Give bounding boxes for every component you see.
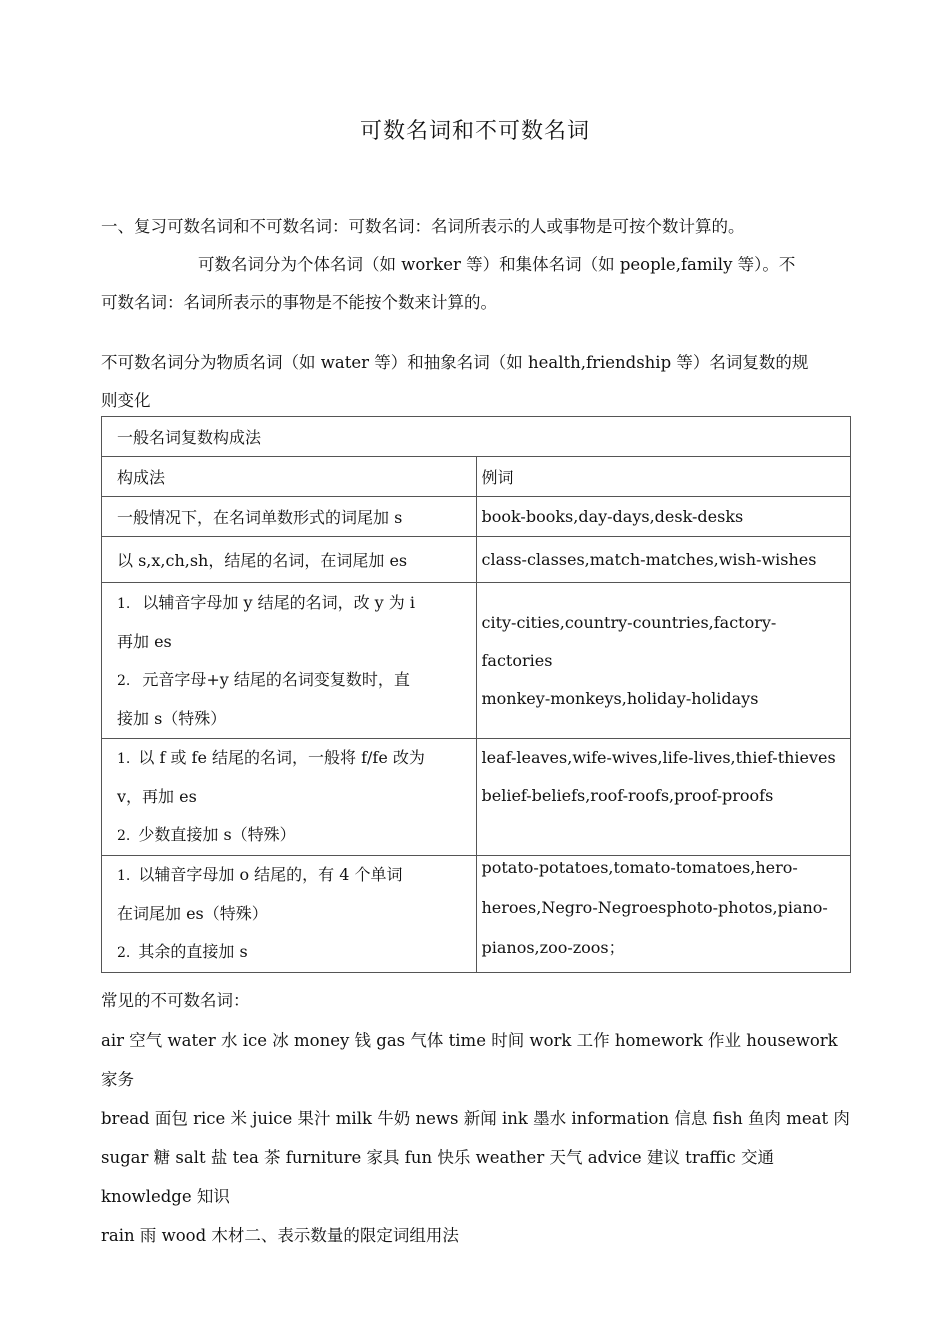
header-example: 例词 <box>476 457 851 497</box>
table-header-row <box>102 457 851 497</box>
rule-text: 以辅音字母加 y 结尾的名词，改 y 为 i <box>142 592 415 612</box>
uncountable-line: sugar 糖 salt 盐 tea 茶 furniture 家具 fun 快乐 weather 天气 advice 建议 traffic 交通 knowledge 知识 <box>101 1148 775 1206</box>
table-row <box>102 497 851 537</box>
uncountable-line: rain 雨 wood 木材二、表示数量的限定词组用法 <box>101 1226 459 1245</box>
rule-cell <box>102 739 477 856</box>
uncountable-line: air 空气 water 水 ice 冰 money 钱 gas 气体 time 时间 work 工作 homework 作业 housework 家务 <box>101 1031 838 1089</box>
example-text: pianos,zoo-zoos； <box>481 938 625 957</box>
rule-text-cont: v，再加 es <box>117 787 197 806</box>
rule-text: 其余的直接加 s <box>138 942 248 961</box>
example-text: city-cities,country-countries,factory-factories <box>481 612 777 670</box>
example-cell <box>476 583 851 739</box>
example-cell <box>476 739 851 856</box>
rule-text-cont: 再加 es <box>117 631 172 651</box>
item-number: 1. <box>117 595 131 612</box>
header-rule: 构成法 <box>102 457 477 497</box>
example-cell <box>476 537 851 583</box>
item-number: 2. <box>117 828 131 844</box>
rule-cell <box>102 497 477 537</box>
page-title: 可数名词和不可数名词 <box>359 119 590 144</box>
rule-text: 以 s,x,ch,sh，结尾的名词，在词尾加 es <box>117 551 408 570</box>
rule-cell <box>102 537 477 583</box>
example-text: book-books,day-days,desk-desks <box>481 507 744 526</box>
example-text: potato-potatoes,tomato-tomatoes,hero- <box>481 858 798 877</box>
intro-line-2: 可数名词分为个体名词（如 worker 等）和集体名词（如 people,family 等）。不 <box>198 255 796 274</box>
intro2-line-2: 则变化 <box>101 391 151 410</box>
table-caption: 一般名词复数构成法 <box>102 417 851 457</box>
plural-rules-table <box>101 416 851 973</box>
table-caption-row <box>102 417 851 457</box>
example-text: monkey-monkeys,holiday-holidays <box>481 688 759 708</box>
rule-text-cont: 在词尾加 es（特殊） <box>117 904 268 923</box>
item-number: 1. <box>117 868 131 884</box>
example-text: class-classes,match-matches,wish-wishes <box>481 550 817 569</box>
rule-text: 一般情况下，在名词单数形式的词尾加 s <box>117 508 403 527</box>
table-row <box>102 739 851 856</box>
example-text: belief-beliefs,roof-roofs,proof-proofs <box>481 786 774 805</box>
uncountable-heading: 常见的不可数名词： <box>101 991 250 1010</box>
uncountable-line: bread 面包 rice 米 juice 果汁 milk 牛奶 news 新闻 ink 墨水 information 信息 fish 鱼肉 meat 肉 <box>101 1109 850 1128</box>
intro-line-1: 一、复习可数名词和不可数名词：可数名词：名词所表示的人或事物是可按个数计算的。 <box>101 217 745 236</box>
example-cell <box>476 497 851 537</box>
example-text: heroes,Negro-Negroesphoto-photos,piano- <box>481 898 828 917</box>
rule-text: 以 f 或 fe 结尾的名词，一般将 f/fe 改为 <box>138 748 425 767</box>
uncountable-list <box>101 1021 855 1255</box>
rule-text-cont: 接加 s（特殊） <box>117 708 227 728</box>
table-row <box>102 537 851 583</box>
rule-text: 以辅音字母加 o 结尾的，有 4 个单词 <box>138 865 403 884</box>
table-row <box>102 856 851 973</box>
example-cell <box>476 856 851 973</box>
table-row <box>102 583 851 739</box>
rule-text: 元音字母+y 结尾的名词变复数时，直 <box>142 669 410 689</box>
example-text: leaf-leaves,wife-wives,life-lives,thief-thieves <box>481 748 836 767</box>
intro-line-3: 可数名词：名词所表示的事物是不能按个数来计算的。 <box>101 293 497 312</box>
rule-text: 少数直接加 s（特殊） <box>138 825 296 844</box>
item-number: 2. <box>117 945 131 961</box>
rule-cell <box>102 583 477 739</box>
item-number: 2. <box>117 672 131 689</box>
intro2-line-1: 不可数名词分为物质名词（如 water 等）和抽象名词（如 health,friendship 等）名词复数的规 <box>101 353 809 372</box>
intro-paragraph <box>101 208 855 322</box>
intro2-paragraph <box>101 344 855 420</box>
rule-cell <box>102 856 477 973</box>
item-number: 1. <box>117 751 131 767</box>
